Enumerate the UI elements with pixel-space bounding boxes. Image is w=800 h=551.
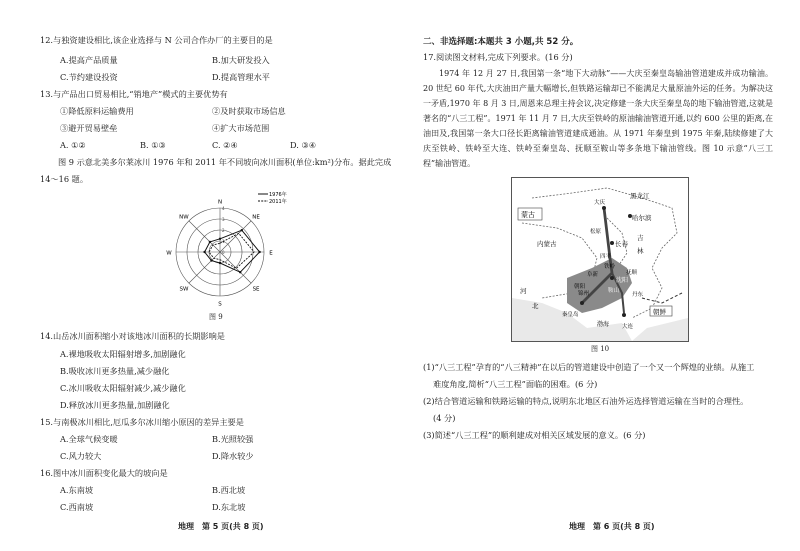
radar-tick-2: 2 [222, 228, 225, 233]
q14-stem: 14.山岳冰川面积缩小对该地冰川面积的长期影响是 [40, 331, 225, 341]
map-label-fushun: 抚顺 [626, 270, 638, 276]
figure-9-radar-chart [150, 190, 290, 310]
q12-option-b: B.加大研发投入 [212, 55, 270, 65]
radar-spoke-SW [189, 252, 220, 283]
q12-option-d: D.提高管理水平 [212, 72, 270, 82]
point-1976-W [203, 251, 205, 253]
sea-area-east [632, 318, 688, 341]
q13-item-1: ①降低原料运输费用 [60, 106, 134, 116]
changchun-marker [610, 241, 614, 245]
map-label-tieling: 铁岭 [604, 264, 616, 270]
point-1976-SE [239, 271, 241, 273]
q13-stem: 13.与产品出口贸易相比,“销地产”模式的主要优势有 [40, 89, 228, 99]
map-label-jinzhou: 锦州 [578, 291, 590, 297]
q16-option-a: A.东南坡 [60, 485, 94, 495]
radar-spoke-NW [189, 221, 220, 252]
point-1976-SW [210, 259, 212, 261]
q15-option-c: C.风力较大 [60, 451, 102, 461]
dalian-marker [622, 313, 626, 317]
radar-tick-0: 0 [222, 250, 225, 255]
radar-tick-1: 1 [222, 239, 225, 244]
sub-question-1-line2: 难度角度,简析“八三工程”面临的困难。(6 分) [433, 379, 598, 389]
q15-option-d: D.降水较少 [212, 451, 254, 461]
q16-option-c: C.西南坡 [60, 502, 94, 512]
map-label-lin: 林 [637, 247, 644, 255]
point-1976-E [258, 251, 260, 253]
radar-label-W: W [166, 250, 172, 257]
map-label-siping: 四平 [600, 254, 612, 260]
point-1976-NW [209, 241, 211, 243]
q16-option-d: D.东北坡 [212, 502, 246, 512]
map-label-dandong: 丹东 [632, 292, 644, 298]
point-1976-NE [241, 229, 243, 231]
q16-stem: 16.图中冰川面积变化最大的坡向是 [40, 468, 168, 478]
map-label-mongolia: 蒙古 [521, 211, 535, 219]
q13-item-3: ③避开贸易壁垒 [60, 123, 118, 133]
map-label-changchun: 长春 [615, 240, 628, 248]
reading-passage: 1974 年 12 月 27 日,我国第一条“地下大动脉”——大庆至秦皇岛输油管道建成并成功输油。20 世纪 60 年代,大庆油田产量大幅增长,但铁路运输却已不能满足大量原油外运的任务。为解决这一矛盾,1970 年 8 月 3 日,周恩来总理主持会议,决定修建一条大庆至秦皇岛的地下输油管道,这就是著名的“八三工程”。1971 年 11 月 7 日,大庆至铁岭的原油输油管道开通,以约 600 公里的距离,在油田及,我国第一条大口径长距离输油管道建成通油。从 1971 年秦皇到 1975 年秦,陆续修建了大庆至铁岭、铁岭至大连、铁岭至秦皇岛、抚顺至鞍山等多条地下输油管线。图 10 示意“八三工程”输油管道。 [423, 69, 773, 168]
sub-question-1: (1)“八三工程”孕育的“八三精神”在以后的管道建设中创造了一个又一个辉煌的业绩。从施工 [423, 362, 755, 372]
map-label-anshan: 鞍山 [608, 288, 620, 294]
map-label-daqing: 大庆 [594, 200, 606, 206]
q14-option-a: A.裸地吸收太阳辐射增多,加剧融化 [60, 349, 186, 359]
radar-label-NE: NE [252, 214, 260, 221]
map-label-dalian: 大连 [622, 324, 634, 330]
sub-question-2: (2)结合管道运输和铁路运输的特点,说明东北地区石油外运选择管道运输在当时的合理性。 [423, 396, 749, 406]
sub-question-2-line2: (4 分) [433, 413, 456, 423]
daqing-marker [602, 206, 606, 210]
radar-label-E: E [269, 250, 273, 257]
right-page-footer: 地理 第 6 页(共 8 页) [569, 522, 655, 531]
radar-label-N: N [217, 199, 223, 206]
q17-stem: 17.阅读图文材料,完成下列要求。(16 分) [423, 52, 573, 62]
figure-10-caption: 图 10 [591, 345, 610, 353]
map-label-jilin: 吉 [637, 234, 644, 242]
figure-10-map [511, 177, 689, 342]
map-label-chaoyang: 朝阳 [574, 284, 586, 290]
q13-option-a: A. ①② [60, 140, 86, 150]
map-label-fuxin: 阜新 [587, 272, 599, 278]
q12-stem: 12.与独资建设相比,该企业选择与 N 公司合作办厂的主要目的是 [40, 35, 273, 45]
q14-option-d: D.释放冰川更多热量,加剧融化 [60, 400, 170, 410]
q12-option-a: A.提高产品质量 [60, 55, 118, 65]
map-label-songyuan: 松原 [590, 229, 602, 235]
map-label-korea: 朝鲜 [653, 308, 666, 316]
radar-label-NW: NW [179, 214, 189, 221]
section-heading: 二、非选择题:本题共 3 小题,共 52 分。 [423, 37, 579, 47]
map-label-harbin: 哈尔滨 [632, 214, 652, 222]
q15-option-a: A.全球气候变暖 [60, 434, 118, 444]
map-label-bei: 北 [532, 302, 539, 310]
q13-item-4: ④扩大市场范围 [212, 123, 270, 133]
figure-intro-line2: 14～16 题。 [40, 174, 89, 184]
q14-option-c: C.冰川吸收太阳辐射减少,减少融化 [60, 383, 186, 393]
sub-question-3: (3)简述“八三工程”的顺利建成对相关区域发展的意义。(6 分) [423, 430, 646, 440]
legend-1976-label: 1976年 [269, 192, 287, 198]
legend-2011-label: 2011年 [269, 199, 287, 205]
railway-line [642, 293, 682, 303]
map-label-bohai: 渤海 [597, 321, 610, 328]
point-1976-N [219, 238, 221, 240]
q15-stem: 15.与南极冰川相比,厄瓜多尔冰川缩小原因的差异主要是 [40, 417, 244, 427]
radar-tick-3: 3 [222, 217, 225, 222]
figure-9-caption: 图 9 [209, 313, 223, 321]
radar-label-S: S [218, 301, 222, 308]
radar-label-SE: SE [252, 286, 260, 293]
q15-option-b: B.光照较强 [212, 434, 254, 444]
point-1976-S [219, 262, 221, 264]
left-page-footer: 地理 第 5 页(共 8 页) [178, 522, 264, 531]
map-label-shenyang: 沈阳 [616, 277, 629, 284]
map-label-he: 河 [520, 287, 527, 295]
qinhuangdao-marker [580, 301, 584, 305]
q14-option-b: B.吸收冰川更多热量,减少融化 [60, 366, 170, 376]
q13-option-c: C. ②④ [212, 140, 238, 150]
q13-option-d: D. ③④ [290, 140, 317, 150]
q12-option-c: C.节约建设投资 [60, 72, 118, 82]
map-label-heilongjiang: 黑龙江 [630, 192, 650, 200]
figure-intro-line1: 图 9 示意北美多尔莱冰川 1976 年和 2011 年不同坡向冰川面积(单位:km²)分布。据此完成 [58, 157, 392, 167]
radar-label-SW: SW [179, 286, 189, 293]
series-2011-polygon [209, 233, 254, 268]
q13-item-2: ②及时获取市场信息 [212, 106, 286, 116]
map-label-qinhuangdao: 秦皇岛 [562, 312, 579, 318]
q13-option-b: B. ①③ [140, 140, 166, 150]
radar-tick-4: 4 [222, 206, 225, 211]
shenyang-marker [610, 276, 614, 280]
map-label-neimenggu: 内蒙古 [537, 240, 557, 248]
q16-option-b: B.西北坡 [212, 485, 246, 495]
